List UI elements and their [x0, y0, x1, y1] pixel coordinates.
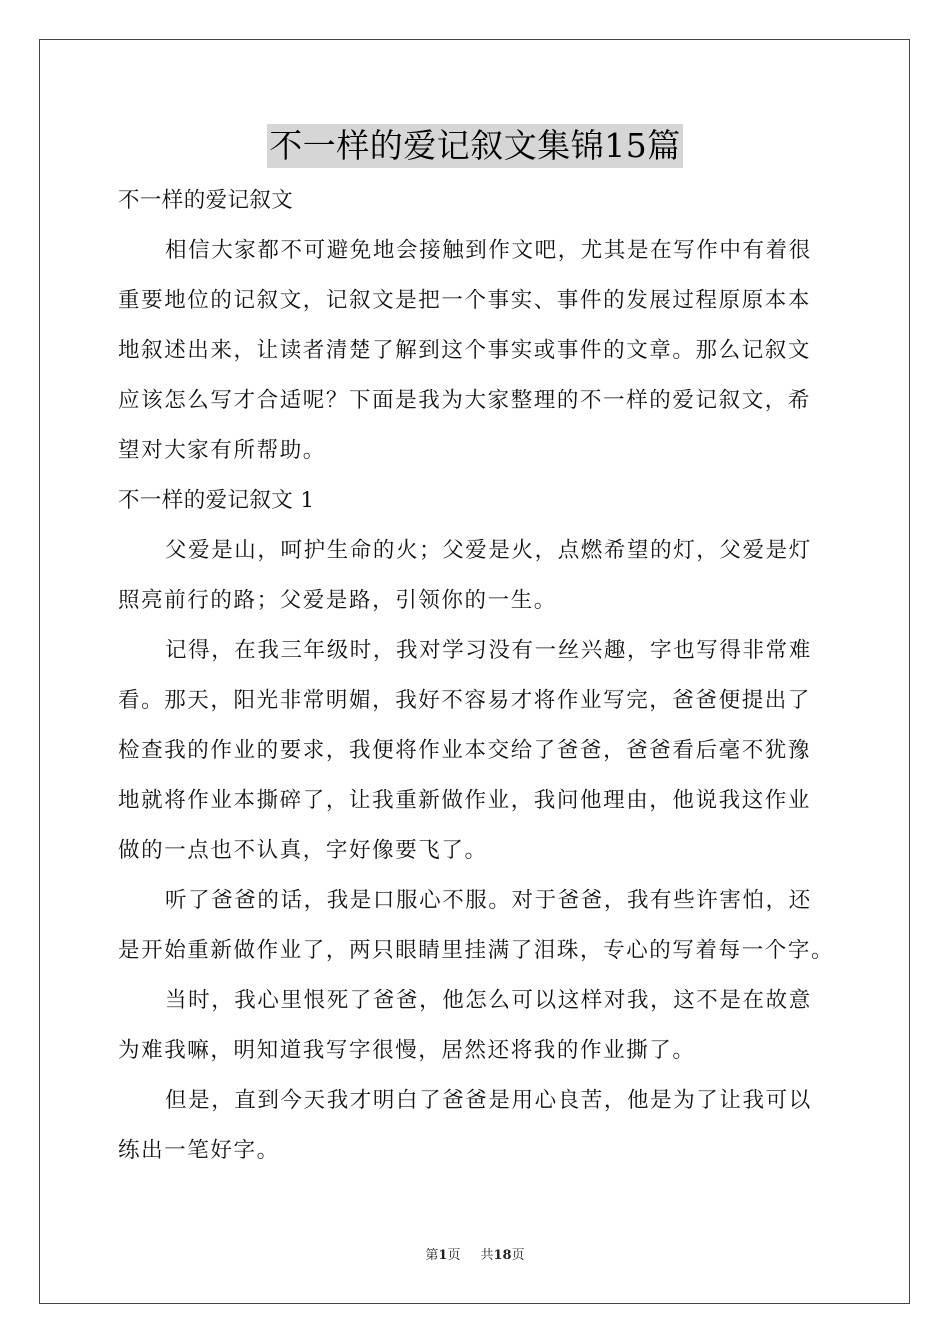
text-line: 听了爸爸的话，我是口服心不服。对于爸爸，我有些许害怕，还: [165, 888, 812, 913]
text-line: 相信大家都不可避免地会接触到作文吧，尤其是在写作中有着很: [165, 238, 812, 263]
text-line: 父爱是山，呵护生命的火；父爱是火，点燃希望的灯，父爱是灯: [165, 538, 812, 563]
page-number: 1: [438, 1248, 448, 1263]
total-prefix: 共: [480, 1248, 494, 1263]
text-line: 练出一笔好字。: [118, 1138, 280, 1163]
text-line: 望对大家有所帮助。: [118, 438, 326, 463]
text-line: 但是，直到今天我才明白了爸爸是用心良苦，他是为了让我可以: [165, 1088, 812, 1113]
text-line: 地叙述出来，让读者清楚了解到这个事实或事件的文章。那么记叙文: [118, 338, 812, 363]
page-footer: [0, 1246, 950, 1266]
section-heading-intro: 不一样的爱记叙文: [118, 188, 294, 213]
paragraph-3: [118, 876, 848, 976]
text-line: 看。那天，阳光非常明媚，我好不容易才将作业写完，爸爸便提出了: [118, 688, 812, 713]
intro-paragraph: [118, 226, 848, 476]
paragraph-1: [118, 526, 848, 626]
section-heading-1: 不一样的爱记叙文 1: [118, 488, 315, 513]
text-line: 当时，我心里恨死了爸爸，他怎么可以这样对我，这不是在故意: [165, 988, 812, 1013]
paragraph-4: [118, 976, 848, 1076]
text-line: 做的一点也不认真，字好像要飞了。: [118, 838, 488, 863]
total-suffix: 页: [511, 1248, 525, 1263]
page-prefix: 第: [425, 1248, 439, 1263]
text-line: 检查我的作业的要求，我便将作业本交给了爸爸，爸爸看后毫不犹豫: [118, 738, 812, 763]
document-title: 不一样的爱记叙文集锦15篇: [267, 124, 683, 168]
text-line: 是开始重新做作业了，两只眼睛里挂满了泪珠，专心的写着每一个字。: [118, 938, 835, 963]
paragraph-2: [118, 626, 848, 876]
paragraph-5: [118, 1076, 848, 1176]
text-line: 记得，在我三年级时，我对学习没有一丝兴趣，字也写得非常难: [165, 638, 812, 663]
text-line: 应该怎么写才合适呢？下面是我为大家整理的不一样的爱记叙文，希: [118, 388, 812, 413]
text-line: 重要地位的记叙文，记叙文是把一个事实、事件的发展过程原原本本: [118, 288, 812, 313]
text-line: 照亮前行的路；父爱是路，引领你的一生。: [118, 588, 557, 613]
text-line: 地就将作业本撕碎了，让我重新做作业，我问他理由，他说我这作业: [118, 788, 812, 813]
document-body: [118, 176, 848, 1176]
text-line: 为难我嘛，明知道我写字很慢，居然还将我的作业撕了。: [118, 1038, 696, 1063]
total-pages: 18: [493, 1248, 512, 1263]
page-suffix: 页: [447, 1248, 461, 1263]
title-area: [0, 124, 950, 168]
